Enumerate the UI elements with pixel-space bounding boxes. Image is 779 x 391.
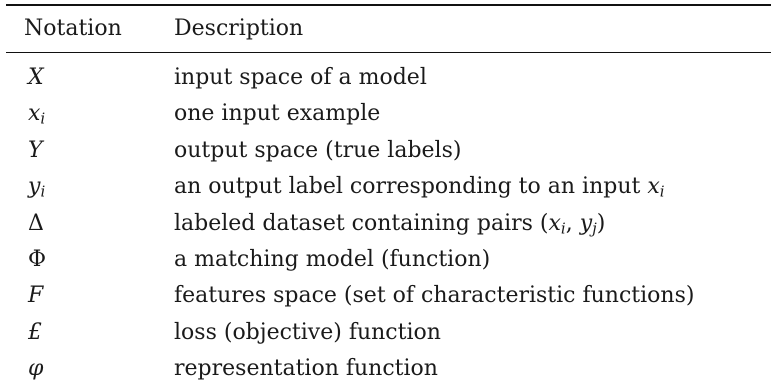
inline-math: $x_i$ [647, 174, 665, 201]
row-description: one input example [174, 101, 381, 127]
table-row [6, 60, 771, 96]
row-description: a matching model (function) [174, 246, 491, 272]
table-row [6, 133, 771, 169]
table-header-rule [6, 52, 771, 53]
row-description: features space (set of characteristic functions) [174, 283, 695, 309]
row-description: labeled dataset containing pairs ($x_i$, $y_j$) [174, 210, 606, 238]
header-notation: Notation [24, 16, 122, 41]
row-description: input space of a model [174, 65, 427, 90]
row-symbol: $y_i$ [28, 174, 46, 201]
table-header-row [6, 12, 771, 46]
table-row [6, 315, 771, 351]
table-row [6, 206, 771, 242]
table-top-rule [6, 4, 771, 6]
header-description: Description [174, 16, 304, 41]
row-symbol: F [28, 283, 44, 309]
row-description: representation function [174, 356, 438, 382]
row-symbol: Φ [28, 246, 47, 272]
table-row [6, 242, 771, 278]
inline-math: ($x_i$, $y_j$) [539, 210, 606, 238]
row-symbol: φ [28, 356, 44, 382]
row-description: output space (true labels) [174, 137, 462, 163]
table-body [6, 60, 771, 388]
row-symbol: $x_i$ [28, 101, 46, 129]
row-symbol: Δ [28, 210, 44, 236]
row-description: an output label corresponding to an input $x_i$ [174, 174, 665, 201]
row-description: loss (objective) function [174, 319, 441, 345]
row-symbol: £ [28, 319, 42, 345]
table-row [6, 169, 771, 205]
row-symbol: X [28, 65, 44, 90]
table-row [6, 351, 771, 387]
table-row [6, 96, 771, 132]
row-symbol: Y [28, 137, 43, 163]
table-row [6, 278, 771, 314]
